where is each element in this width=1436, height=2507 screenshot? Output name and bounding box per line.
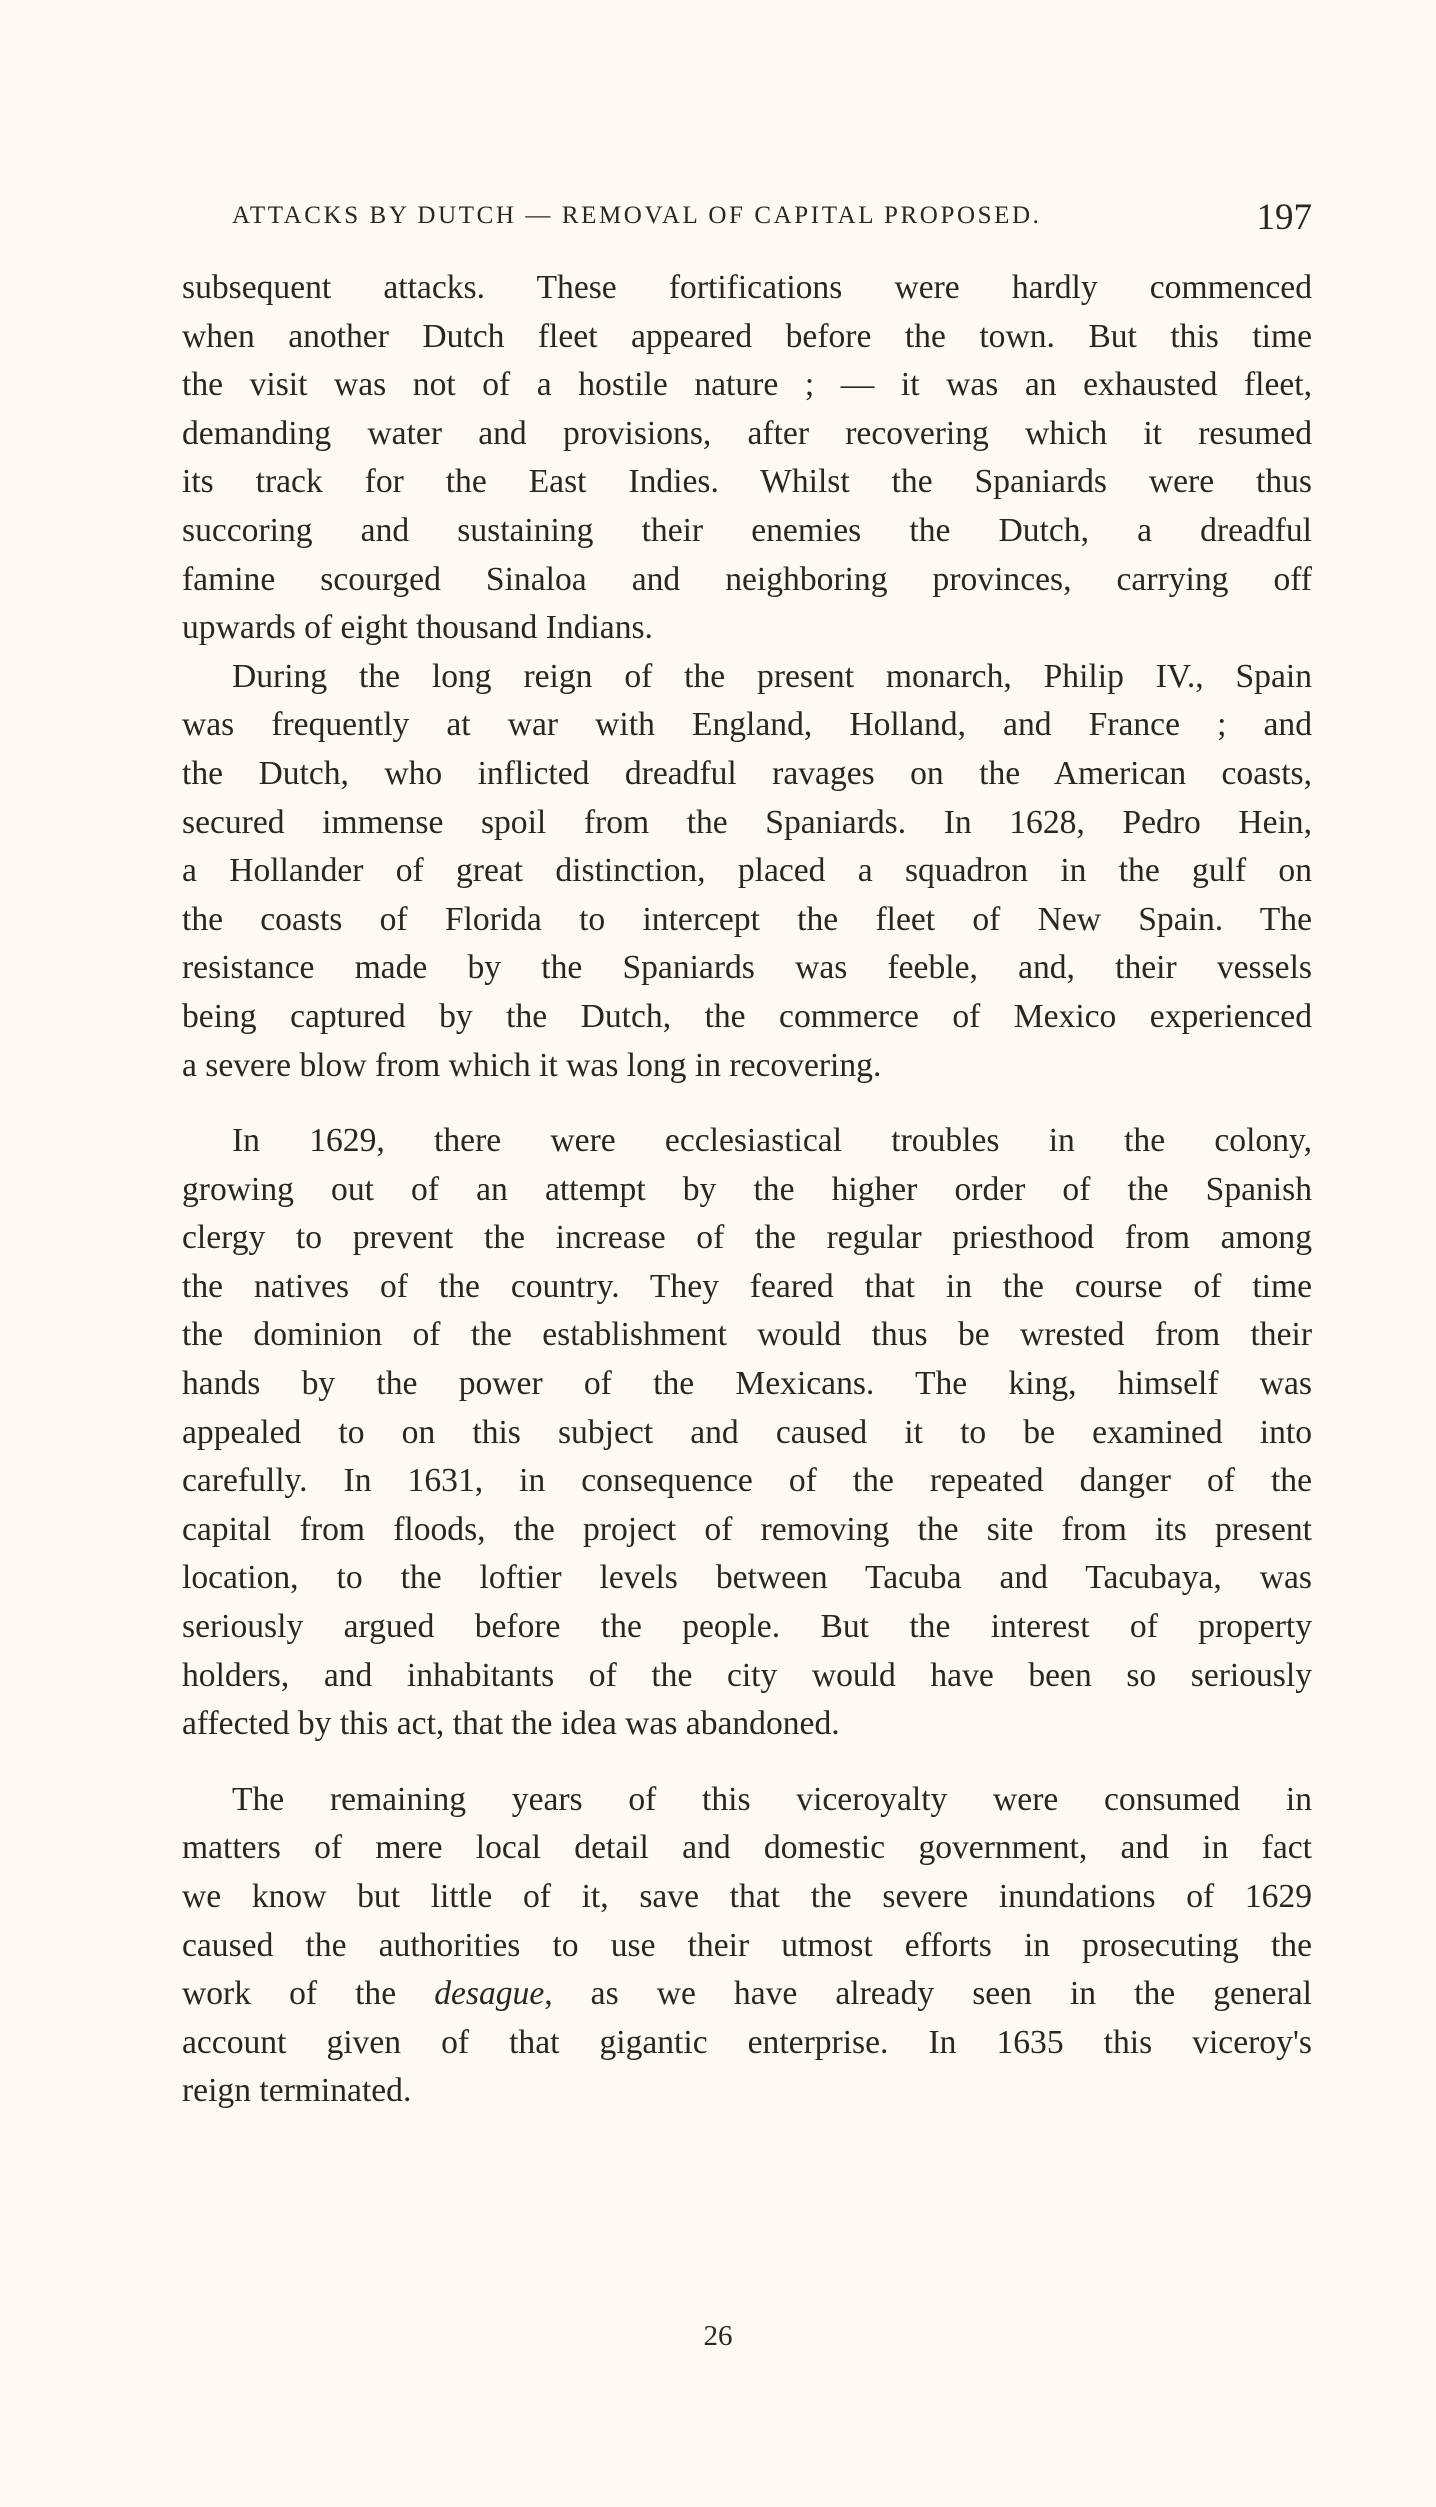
text-line: reign terminated. bbox=[182, 2072, 412, 2110]
text-segment: work of the bbox=[182, 1975, 435, 2013]
text-line-with-italic bbox=[182, 1970, 1312, 2019]
text-line: account given of that gigantic enterprise. In 1635 this viceroy's bbox=[182, 2023, 1312, 2061]
signature-mark: 26 bbox=[703, 2320, 733, 2352]
text-line: matters of mere local detail and domestic government, and in fact bbox=[182, 1829, 1312, 1867]
text-line: a severe blow from which it was long in recovering. bbox=[182, 1046, 882, 1084]
paragraph-1 bbox=[182, 264, 1312, 653]
text-line: capital from floods, the project of removing the site from its present bbox=[182, 1510, 1312, 1548]
body-text bbox=[182, 264, 1312, 2116]
text-line: when another Dutch fleet appeared before the town. But this time bbox=[182, 317, 1312, 355]
text-line: In 1629, there were ecclesiastical troubles in the colony, bbox=[232, 1122, 1312, 1160]
text-line: appealed to on this subject and caused it to be examined into bbox=[182, 1413, 1312, 1451]
text-line: hands by the power of the Mexicans. The king, himself was bbox=[182, 1365, 1312, 1403]
text-line: famine scourged Sinaloa and neighboring provinces, carrying off bbox=[182, 560, 1312, 598]
text-line: the Dutch, who inflicted dreadful ravages on the American coasts, bbox=[182, 754, 1312, 792]
text-line: the coasts of Florida to intercept the fleet of New Spain. The bbox=[182, 900, 1312, 938]
italic-term: desague bbox=[434, 1975, 545, 2013]
paragraph-4 bbox=[182, 1776, 1312, 2116]
paragraph-3 bbox=[182, 1117, 1312, 1749]
text-line: resistance made by the Spaniards was feeble, and, their vessels bbox=[182, 949, 1312, 987]
text-line: a Hollander of great distinction, placed a squadron in the gulf on bbox=[182, 852, 1312, 890]
text-line: caused the authorities to use their utmost efforts in prosecuting the bbox=[182, 1926, 1312, 1964]
text-line: was frequently at war with England, Holland, and France ; and bbox=[182, 706, 1312, 744]
text-line: its track for the East Indies. Whilst the Spaniards were thus bbox=[182, 463, 1312, 501]
running-title: ATTACKS BY DUTCH — REMOVAL OF CAPITAL PROPOSED. bbox=[232, 202, 1042, 229]
text-line: growing out of an attempt by the higher order of the Spanish bbox=[182, 1170, 1312, 1208]
text-line: clergy to prevent the increase of the regular priesthood from among bbox=[182, 1219, 1312, 1257]
text-line: we know but little of it, save that the severe inundations of 1629 bbox=[182, 1878, 1312, 1915]
page-number: 197 bbox=[1256, 197, 1312, 238]
text-line: succoring and sustaining their enemies the Dutch, a dreadful bbox=[182, 511, 1312, 549]
text-line: holders, and inhabitants of the city would have been so seriously bbox=[182, 1656, 1312, 1694]
text-line: seriously argued before the people. But the interest of property bbox=[182, 1608, 1312, 1646]
running-head bbox=[232, 196, 1312, 246]
text-line: location, to the loftier levels between Tacuba and Tacubaya, was bbox=[182, 1559, 1312, 1597]
text-line: the natives of the country. They feared that in the course of time bbox=[182, 1267, 1312, 1305]
text-line: the visit was not of a hostile nature ; — it was an exhausted fleet, bbox=[182, 366, 1312, 404]
text-line: demanding water and provisions, after recovering which it resumed bbox=[182, 414, 1312, 452]
text-line: carefully. In 1631, in consequence of the repeated danger of the bbox=[182, 1462, 1312, 1500]
text-segment: , as we have already seen in the general bbox=[544, 1975, 1312, 2013]
text-line: subsequent attacks. These fortifications were hardly commenced bbox=[182, 269, 1312, 306]
text-line: The remaining years of this viceroyalty were consumed in bbox=[232, 1780, 1312, 1818]
text-line: affected by this act, that the idea was abandoned. bbox=[182, 1705, 840, 1743]
text-line: being captured by the Dutch, the commerce of Mexico experienced bbox=[182, 997, 1312, 1035]
text-line: During the long reign of the present monarch, Philip IV., Spain bbox=[232, 657, 1312, 695]
text-line: upwards of eight thousand Indians. bbox=[182, 609, 653, 647]
text-line: secured immense spoil from the Spaniards. In 1628, Pedro Hein, bbox=[182, 803, 1312, 841]
paragraph-2 bbox=[182, 653, 1312, 1090]
text-line: the dominion of the establishment would thus be wrested from their bbox=[182, 1316, 1312, 1354]
